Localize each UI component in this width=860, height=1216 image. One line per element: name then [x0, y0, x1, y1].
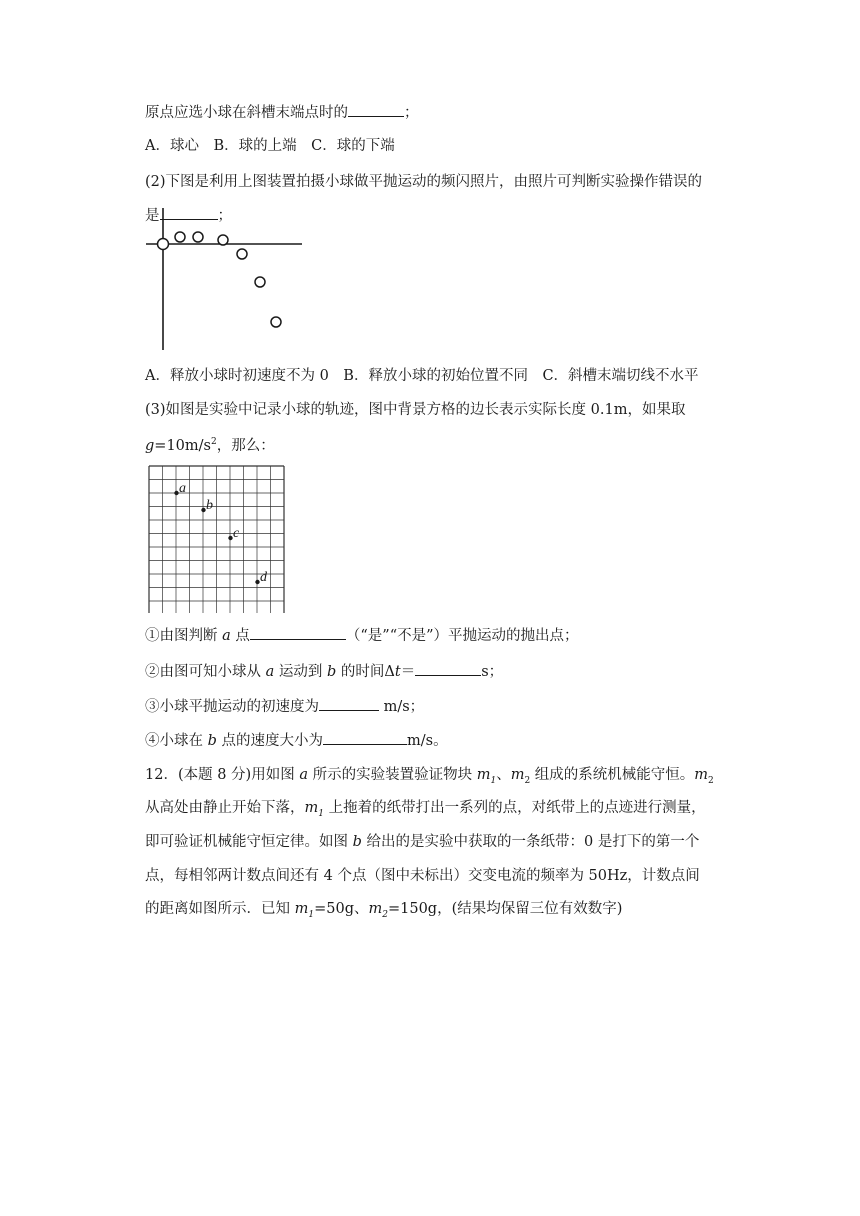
q12-l5-m2: m	[368, 901, 383, 917]
ball-image-1	[158, 239, 169, 250]
sub2-var3: t	[394, 664, 401, 680]
grid-lines	[149, 466, 284, 613]
sub3-post: m/s；	[379, 699, 425, 715]
q12-l3-a: 即可验证机械能守恒定律。如图	[145, 834, 353, 850]
trajectory-grid-figure	[146, 463, 290, 613]
ball-image-3	[193, 232, 203, 242]
q12-l2-a: 从高处由静止开始下落，	[145, 800, 305, 816]
q12-line-5	[145, 899, 622, 925]
q3-line-2-tail: ，那么：	[216, 437, 275, 454]
label-d: d	[260, 570, 267, 585]
q12-l1-c: 组成的系统机械能守恒。	[530, 767, 695, 783]
q12-sep: 、	[496, 767, 511, 783]
q2-line-2-post: ；	[217, 208, 232, 224]
sub-question-1	[145, 625, 579, 646]
q1-tail-after: ；	[404, 105, 419, 121]
sub4-pre: ④小球在	[145, 733, 208, 749]
answer-blank-5[interactable]	[319, 696, 379, 711]
sub-question-4	[145, 730, 448, 751]
ball-image-7	[271, 317, 281, 327]
q12-l1-s2: 2	[708, 775, 714, 786]
flash-photo-figure	[140, 200, 310, 356]
ball-image-4	[218, 235, 228, 245]
sub2-pre: ②由图可知小球从	[145, 664, 266, 680]
q2-line-1: (2)下图是利用上图装置拍摄小球做平抛运动的频闪照片，由照片可判断实验操作错误的	[145, 174, 703, 190]
q3-line-2	[145, 432, 275, 456]
q12-line-2	[145, 798, 706, 824]
q12-l2-s1: 1	[318, 808, 324, 819]
g-value: =10m/s	[154, 437, 211, 454]
q12-s1: 1	[490, 775, 497, 786]
q12-l2-m1: m	[304, 800, 319, 816]
q12-m1: m	[476, 767, 491, 783]
q12-l3-b: 给出的是实验中获取的一条纸带：0 是打下的第一个	[361, 834, 700, 850]
sub2-var2: b	[326, 664, 337, 680]
sub4-var: b	[207, 733, 217, 749]
sub2-mid2: 的时间Δ	[336, 664, 395, 680]
q12-l5-s1: 1	[308, 909, 315, 920]
label-b: b	[206, 498, 213, 513]
answer-blank-6[interactable]	[323, 730, 407, 745]
answer-blank-1[interactable]	[348, 102, 404, 117]
sub2-mid: 运动到	[274, 664, 327, 680]
q12-l1-a: 12．(本题 8 分)用如图	[145, 767, 300, 783]
q12-line-4: 点，每相邻两计数点间还有 4 个点（图中未标出）交变电流的频率为 50Hz，计数点间	[145, 868, 700, 884]
q12-l1-var: a	[299, 767, 308, 783]
q12-line-1	[145, 765, 714, 791]
q12-l3-var: b	[352, 834, 362, 850]
label-c: c	[233, 526, 240, 541]
ball-image-5	[237, 249, 247, 259]
g-exponent: 2	[210, 437, 217, 447]
g-symbol: g	[145, 437, 155, 454]
q2-options: A．释放小球时初速度不为 0 B．释放小球的初始位置不同 C．斜槽末端切线不水平	[145, 368, 699, 384]
sub1-pre: ①由图判断	[145, 628, 223, 644]
q1-options: A．球心 B．球的上端 C．球的下端	[145, 138, 395, 154]
q12-l2-b: 上拖着的纸带打出一系列的点，对纸带上的点迹进行测量，	[323, 800, 706, 816]
sub3-pre: ③小球平抛运动的初速度为	[145, 699, 319, 715]
q12-l5-m1: m	[294, 901, 309, 917]
q12-l5-a: 的距离如图所示．已知	[145, 901, 295, 917]
answer-blank-4[interactable]	[415, 661, 481, 676]
q1-tail-line	[145, 102, 419, 123]
answer-blank-3[interactable]	[250, 625, 346, 640]
q12-line-3	[145, 832, 699, 852]
ball-image-2	[175, 232, 185, 242]
sub1-var: a	[222, 628, 231, 644]
sub2-post: s；	[481, 664, 504, 680]
q1-tail-text: 原点应选小球在斜槽末端点时的	[145, 105, 348, 121]
q12-l1-m2: m	[694, 767, 709, 783]
label-a: a	[179, 481, 186, 496]
q3-line-1: (3)如图是实验中记录小球的轨迹，图中背景方格的边长表示实际长度 0.1m，如果取	[145, 402, 686, 418]
sub2-eq: ＝	[400, 664, 416, 680]
ball-image-6	[255, 277, 265, 287]
q12-l5-c: =150g，(结果均保留三位有效数字)	[387, 901, 623, 917]
q12-l5-s2: 2	[382, 909, 388, 920]
sub-question-2	[145, 661, 503, 682]
q12-s2: 2	[524, 775, 531, 786]
q12-l5-b: =50g、	[314, 901, 369, 917]
sub4-post: m/s。	[407, 733, 448, 749]
sub1-post: （“是”“不是”）平抛运动的抛出点；	[345, 628, 579, 644]
q12-l1-b: 所示的实验装置验证物块	[307, 767, 477, 783]
sub1-mid: 点	[230, 628, 250, 644]
sub-question-3	[145, 696, 424, 717]
q2-line-2-pre: 是	[145, 208, 160, 224]
sub2-var1: a	[265, 664, 275, 680]
q12-m2: m	[510, 767, 525, 783]
sub4-mid: 点的速度大小为	[216, 733, 324, 749]
